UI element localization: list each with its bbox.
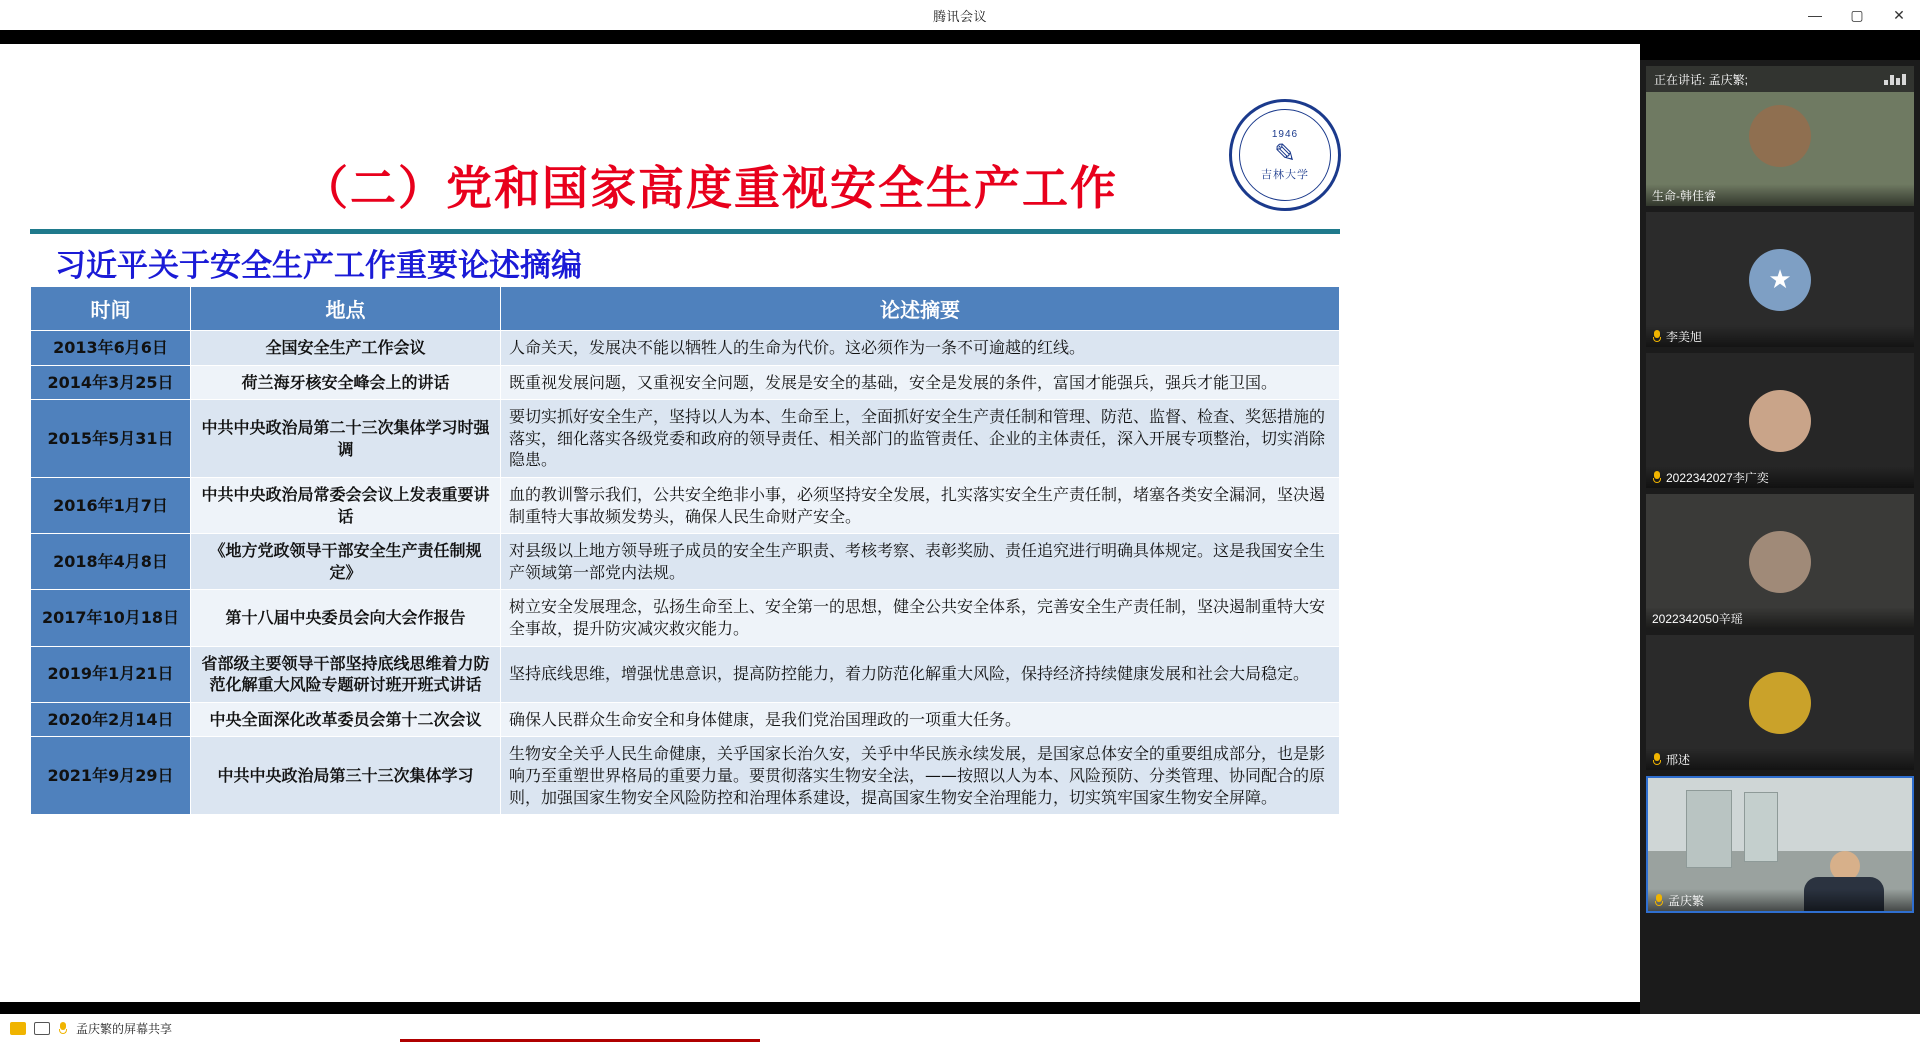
logo-cn-name: 吉林大学 (1261, 168, 1309, 181)
participant-namebar (1646, 748, 1914, 770)
quotes-table (30, 286, 1340, 815)
avatar (1749, 105, 1811, 167)
participant-tile-active-speaker[interactable] (1646, 776, 1914, 913)
participant-name: 生命-韩佳睿 (1652, 188, 1716, 203)
cell-text: 树立安全发展理念，弘扬生命至上、安全第一的思想，健全公共安全体系，完善安全生产责任制，坚决遏制重特大安全事故，提升防灾减灾救灾能力。 (501, 590, 1340, 646)
participant-namebar (1646, 466, 1914, 488)
cell-date: 2016年1月7日 (31, 477, 191, 533)
col-header-date: 时间 (31, 287, 191, 331)
cell-text: 人命关天，发展决不能以牺牲人的生命为代价。这必须作为一条不可逾越的红线。 (501, 331, 1340, 366)
participant-name: 2022342027李广奕 (1666, 470, 1769, 485)
cell-place: 中央全面深化改革委员会第十二次会议 (191, 702, 501, 737)
volume-icon (1884, 73, 1906, 85)
maximize-icon[interactable]: ▢ (1850, 6, 1864, 23)
cell-text: 要切实抓好安全生产，坚持以人为本、生命至上，全面抓好安全生产责任制和管理、防范、监督、检查、奖惩措施的落实，细化落实各级党委和政府的领导责任、相关部门的监管责任、企业的主体责任，深入开展专项整治，切实消除隐患。 (501, 400, 1340, 478)
share-status-label: 孟庆繁的屏幕共享 (76, 1021, 173, 1036)
meeting-stage (0, 30, 1920, 1014)
cell-text: 既重视发展问题，又重视安全问题，发展是安全的基础，安全是发展的条件，富国才能强兵，强兵才能卫国。 (501, 365, 1340, 400)
table-row (31, 365, 1340, 400)
col-header-text: 论述摘要 (501, 287, 1340, 331)
mic-muted-icon (1654, 894, 1664, 907)
mic-muted-icon (1652, 753, 1662, 766)
cell-date: 2018年4月8日 (31, 534, 191, 590)
window-titlebar (0, 0, 1920, 30)
participant-tile[interactable] (1646, 635, 1914, 770)
cell-text: 生物安全关乎人民生命健康，关乎国家长治久安，关乎中华民族永续发展，是国家总体安全的重要组成部分，也是影响乃至重塑世界格局的重要力量。要贯彻落实生物安全法，——按照以人为本、风险预防、分类管理、协同配合的原则，加强国家生物安全风险防控和治理体系建设，提高国家生物安全治理能力，切实筑牢国家生物安全屏障。 (501, 737, 1340, 815)
participant-tile[interactable] (1646, 212, 1914, 347)
participant-name: 李美旭 (1666, 329, 1703, 344)
screen-share-icon[interactable] (10, 1022, 26, 1035)
mic-muted-icon (1652, 471, 1662, 484)
participant-tile[interactable] (1646, 494, 1914, 629)
participant-name: 2022342050辛瑶 (1652, 611, 1743, 626)
cell-date: 2014年3月25日 (31, 365, 191, 400)
cell-date: 2021年9月29日 (31, 737, 191, 815)
logo-mark: ✎ (1274, 137, 1296, 168)
table-header-row (31, 287, 1340, 331)
slide-title: （二）党和国家高度重视安全生产工作 (302, 161, 1118, 215)
avatar (1749, 672, 1811, 734)
slide-subtitle: 习近平关于安全生产工作重要论述摘编 (55, 248, 582, 284)
participant-name: 邢述 (1666, 752, 1691, 767)
cell-place: 省部级主要领导干部坚持底线思维着力防范化解重大风险专题研讨班开班式讲话 (191, 646, 501, 702)
minimize-icon[interactable]: — (1808, 7, 1822, 23)
cell-date: 2019年1月21日 (31, 646, 191, 702)
presentation-slide (0, 44, 1640, 1002)
table-row (31, 534, 1340, 590)
cell-place: 中共中央政治局第三十三次集体学习 (191, 737, 501, 815)
participant-tile[interactable] (1646, 353, 1914, 488)
cell-date: 2013年6月6日 (31, 331, 191, 366)
participant-namebar (1648, 889, 1912, 911)
participant-namebar (1646, 607, 1914, 629)
cell-text: 血的教训警示我们，公共安全绝非小事，必须坚持安全发展，扎实落实安全生产责任制，堵塞各类安全漏洞，坚决遏制重特大事故频发势头，确保人民生命财产安全。 (501, 477, 1340, 533)
cell-date: 2020年2月14日 (31, 702, 191, 737)
cell-place: 《地方党政领导干部安全生产责任制规定》 (191, 534, 501, 590)
avatar: ★ (1749, 249, 1811, 311)
participant-tile[interactable] (1646, 66, 1914, 206)
bottom-status-bar (0, 1014, 1920, 1042)
cell-text: 对县级以上地方领导班子成员的安全生产职责、考核考察、表彰奖励、责任追究进行明确具体规定。这是我国安全生产领域第一部党内法规。 (501, 534, 1340, 590)
cell-place: 荷兰海牙核安全峰会上的讲话 (191, 365, 501, 400)
table-row (31, 590, 1340, 646)
logo-year: 1946 (1271, 128, 1299, 140)
title-divider (30, 229, 1340, 234)
close-icon[interactable]: ✕ (1893, 6, 1905, 23)
participant-namebar (1646, 325, 1914, 347)
participant-name: 孟庆繁 (1668, 893, 1705, 908)
cell-place: 中共中央政治局常委会会议上发表重要讲话 (191, 477, 501, 533)
cell-place: 全国安全生产工作会议 (191, 331, 501, 366)
table-row (31, 702, 1340, 737)
cell-date: 2015年5月31日 (31, 400, 191, 478)
table-row (31, 477, 1340, 533)
cell-text: 确保人民群众生命安全和身体健康，是我们党治国理政的一项重大任务。 (501, 702, 1340, 737)
cell-place: 第十八届中央委员会向大会作报告 (191, 590, 501, 646)
table-row (31, 646, 1340, 702)
table-row (31, 331, 1340, 366)
table-row (31, 400, 1340, 478)
col-header-place: 地点 (191, 287, 501, 331)
cell-text: 坚持底线思维，增强忧患意识，提高防控能力，着力防范化解重大风险，保持经济持续健康发展和社会大局稳定。 (501, 646, 1340, 702)
avatar (1749, 531, 1811, 593)
speaking-label: 正在讲话: 孟庆繁; (1654, 72, 1749, 87)
mic-icon[interactable] (58, 1022, 68, 1035)
mic-muted-icon (1652, 330, 1662, 343)
window-title: 腾讯会议 (932, 8, 987, 24)
table-row (31, 737, 1340, 815)
background-door-secondary (1744, 792, 1778, 862)
cell-date: 2017年10月18日 (31, 590, 191, 646)
participant-namebar (1646, 184, 1914, 206)
shared-screen-area[interactable] (0, 44, 1640, 1004)
participant-rail[interactable] (1640, 60, 1920, 1042)
avatar (1749, 390, 1811, 452)
jilin-university-logo-icon (1205, 99, 1365, 209)
speaking-banner (1646, 66, 1914, 92)
display-icon[interactable] (34, 1022, 50, 1035)
background-door (1686, 790, 1732, 868)
cell-place: 中共中央政治局第二十三次集体学习时强调 (191, 400, 501, 478)
window-controls (1794, 0, 1920, 30)
